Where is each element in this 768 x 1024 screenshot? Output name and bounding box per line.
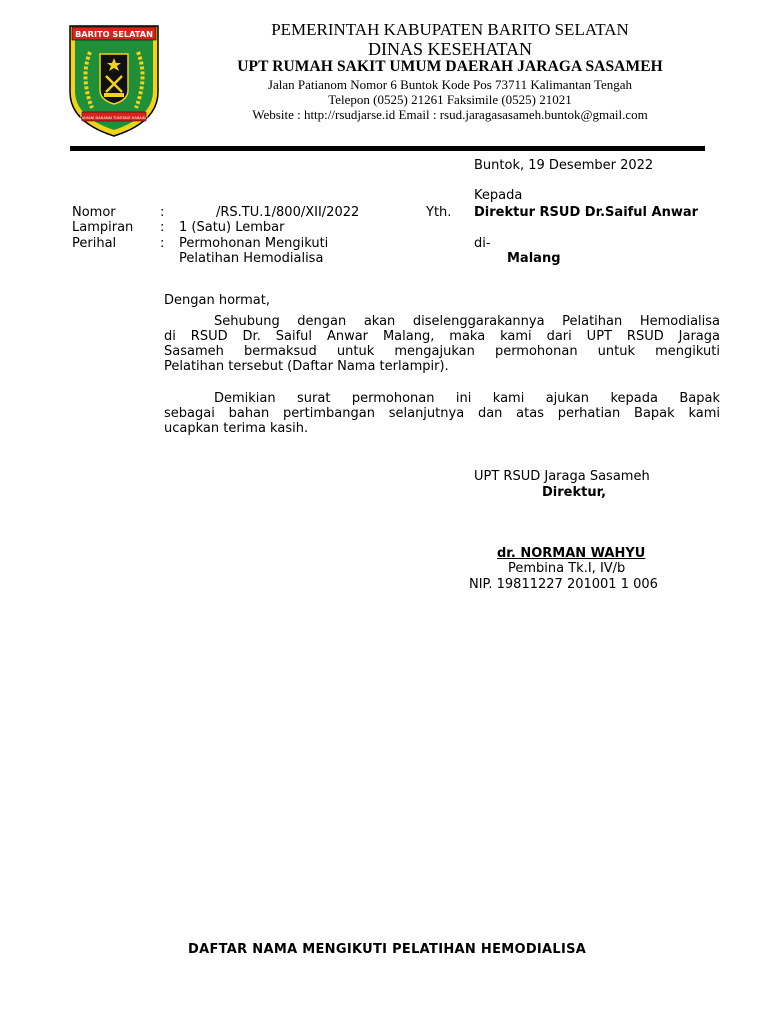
nomor-value: /RS.TU.1/800/XII/2022 [216,205,360,220]
letterhead-hospital: UPT RUMAH SAKIT UMUM DAERAH JARAGA SASAMEH [237,58,663,75]
recipient-kepada: Kepada [474,188,523,203]
paragraph-2-line-2: sebagai bahan pertimbangan selanjutnya dan atas perhatian Bapak kami [164,406,720,421]
signature-rank: Pembina Tk.I, IV/b [508,561,626,576]
paragraph-2-line-3: ucapkan terima kasih. [164,421,309,436]
recipient-city: Malang [507,251,561,266]
lampiran-colon: : [160,220,165,235]
letterhead-contact: Website : http://rsudjarse.id Email : rsud.jaragasasameh.buntok@gmail.com [252,107,648,122]
letterhead-government: PEMERINTAH KABUPATEN BARITO SELATAN [271,20,629,39]
emblem-base [104,93,124,97]
body-paragraph-2 [164,391,720,436]
paragraph-2-line-1: Demikian surat permohonan ini kami ajukan kepada Bapak [214,391,720,406]
letterhead-phone: Telepon (0525) 21261 Faksimile (0525) 21021 [328,92,572,107]
logo-motto-text: DAHANI DAHANAI TUNTANG HABAIKU [80,116,148,120]
paragraph-1-line-1: Sehubung dengan akan diselenggarakannya Pelatihan Hemodialisa [214,314,720,329]
logo-banner-text: BARITO SELATAN [75,29,153,39]
perihal-label: Perihal [72,236,117,251]
recipient-di: di- [474,236,491,251]
letter-date: Buntok, 19 Desember 2022 [474,158,654,173]
regency-logo-shield-icon [66,22,162,140]
recipient-yth: Yth. [426,205,452,220]
signature-name: dr. NORMAN WAHYU [497,546,646,561]
nomor-colon: : [160,205,165,220]
paragraph-1-line-3: Sasameh bermaksud untuk mengajukan permohonan untuk mengikuti [164,344,720,359]
paragraph-1-line-2: di RSUD Dr. Saiful Anwar Malang, maka kami dari UPT RSUD Jaraga [164,329,720,344]
letterhead-address: Jalan Patianom Nomor 6 Buntok Kode Pos 73711 Kalimantan Tengah [267,77,633,92]
nomor-label: Nomor [72,205,116,220]
perihal-value-line2: Pelatihan Hemodialisa [179,251,324,266]
letterhead-department: DINAS KESEHATAN [367,39,533,59]
signature-institution: UPT RSUD Jaraga Sasameh [474,469,650,484]
attachment-title: DAFTAR NAMA MENGIKUTI PELATIHAN HEMODIALISA [188,942,587,957]
lampiran-value: 1 (Satu) Lembar [179,220,285,235]
body-paragraph-1 [164,314,720,374]
recipient-name: Direktur RSUD Dr.Saiful Anwar [474,205,699,220]
lampiran-label: Lampiran [72,220,134,235]
greeting: Dengan hormat, [164,293,271,308]
perihal-value-line1: Permohonan Mengikuti [179,236,329,251]
paragraph-1-line-4: Pelatihan tersebut (Daftar Nama terlampir). [164,359,449,374]
letterhead-divider [70,146,705,151]
perihal-colon: : [160,236,165,251]
signature-nip: NIP. 19811227 201001 1 006 [469,577,658,592]
signature-title: Direktur, [542,485,607,500]
